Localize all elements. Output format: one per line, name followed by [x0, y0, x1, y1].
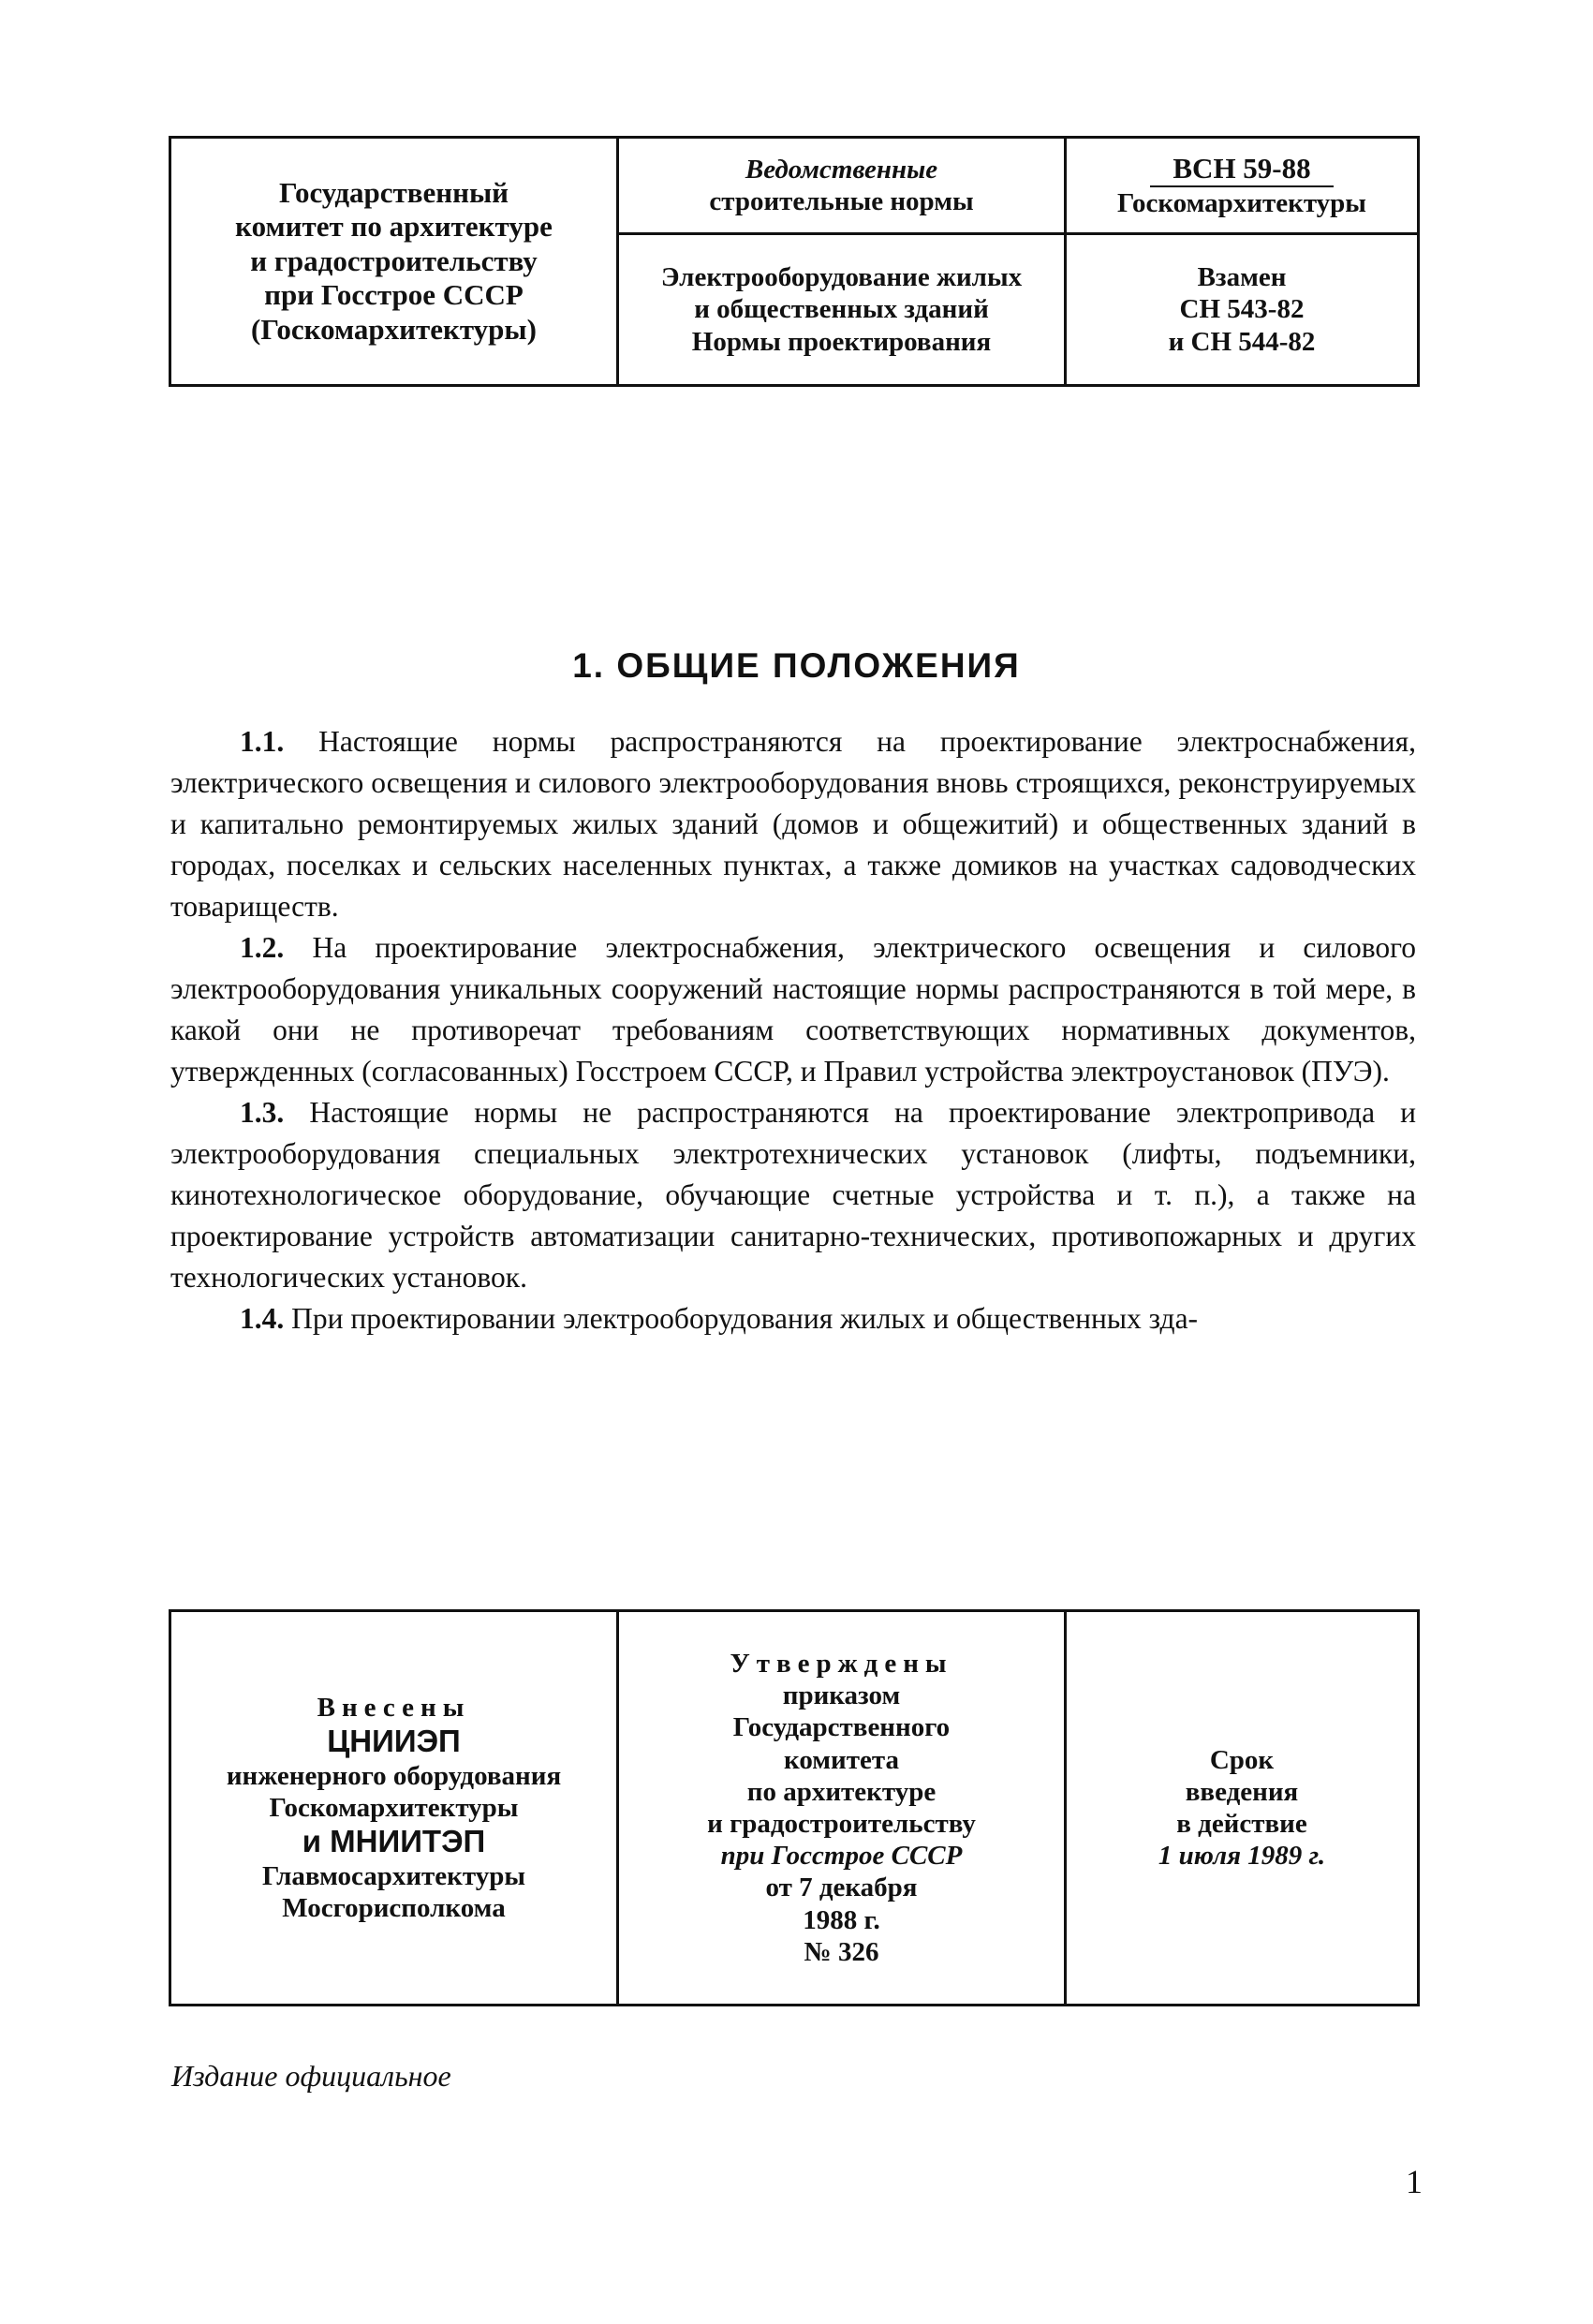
paragraph-number: 1.3.	[240, 1096, 285, 1129]
paragraph	[170, 927, 1416, 1092]
approved-line: комитета	[784, 1744, 899, 1775]
doc-title-cell	[618, 234, 1066, 386]
committee-line: комитет по архитектуре	[235, 210, 553, 244]
paragraph-number: 1.2.	[240, 931, 285, 964]
edition-note: Издание официальное	[171, 2059, 451, 2093]
effective-date: 1 июля 1989 г.	[1158, 1841, 1326, 1872]
approved-line: приказом	[782, 1680, 901, 1711]
section-title: 1. ОБЩИЕ ПОЛОЖЕНИЯ	[572, 646, 1021, 685]
paragraph-text: На проектирование электроснабжения, электрического освещения и силового электрооборудования уникальных сооружений настоящие нормы распространяются в той мере, в какой они не противоречат требованиям соответствующих нормативных документов, утвержденных (согласованных) Госстроем СССР, и Правил устройства электроустановок (ПУЭ).	[170, 931, 1417, 1088]
body-text	[170, 721, 1416, 1340]
replaces-line: Взамен	[1197, 262, 1287, 293]
doc-type-line: Ведомственные	[745, 154, 938, 185]
paragraph	[170, 1298, 1416, 1340]
submitted-org1-desc: Госкомархитектуры	[269, 1792, 519, 1823]
paragraph-text: Настоящие нормы распространяются на проектирование электроснабжения, электрического освещения и силового электрооборудования вновь строящихся, реконструируемых и капитально ремонтируемых жилых зданий (домов и общежитий) и общественных зданий в городах, поселках и сельских населенных пунктах, а также домиков на участках садоводческих товариществ.	[170, 725, 1417, 923]
code-cell	[1066, 138, 1419, 234]
header-table	[169, 136, 1420, 387]
approved-gos: при Госстрое СССР	[720, 1841, 963, 1872]
paragraph	[170, 721, 1416, 927]
committee-line: Государственный	[278, 175, 509, 209]
approved-number: № 326	[804, 1936, 879, 1967]
paragraph-number: 1.1.	[240, 725, 285, 758]
doc-code: ВСН 59-88	[1150, 152, 1333, 188]
committee-line: при Госстрое СССР	[264, 278, 524, 312]
submitted-org2: и МНИИТЭП	[302, 1824, 486, 1859]
doc-type-cell	[618, 138, 1066, 234]
footer-table	[169, 1609, 1420, 2006]
approved-label: Утверждены	[730, 1648, 953, 1679]
replaces-cell	[1066, 234, 1419, 386]
approved-date: от 7 декабря	[765, 1873, 918, 1903]
submitted-org2-desc: Мосгорисполкома	[282, 1893, 506, 1924]
submitted-org1: ЦНИИЭП	[327, 1723, 461, 1758]
doc-type-line: строительные нормы	[709, 186, 974, 216]
doc-code-org: Госкомархитектуры	[1117, 188, 1366, 219]
approved-line: и градостроительству	[707, 1809, 976, 1839]
approved-cell	[618, 1611, 1066, 2006]
paragraph-number: 1.4.	[240, 1302, 285, 1335]
approved-date: 1988 г.	[803, 1904, 880, 1935]
submitted-org2-desc: Главмосархитектуры	[261, 1861, 525, 1892]
effective-line: Срок	[1209, 1744, 1275, 1775]
committee-line: (Госкомархитектуры)	[251, 312, 537, 346]
doc-title-line: и общественных зданий	[694, 294, 989, 325]
replaces-line: и СН 544-82	[1168, 326, 1316, 357]
submitted-label: Внесены	[317, 1692, 471, 1723]
effective-line: в действие	[1176, 1809, 1307, 1839]
paragraph	[170, 1092, 1416, 1298]
paragraph-text: Настоящие нормы не распространяются на проектирование электропривода и электрооборудования специальных электротехнических установок (лифты, подъемники, кинотехнологическое оборудование, обучающие счетные устройства и т. п.), а также на проектирование устройств автоматизации санитарно-технических, противопожарных и других технологических установок.	[170, 1096, 1416, 1294]
committee-cell	[170, 138, 618, 386]
page-number: 1	[1406, 2163, 1423, 2200]
approved-line: по архитектуре	[746, 1776, 937, 1807]
effective-cell	[1066, 1611, 1419, 2006]
effective-line: введения	[1185, 1776, 1299, 1807]
doc-title-line: Электрооборудование жилых	[660, 262, 1023, 293]
paragraph-text: При проектировании электрооборудования жилых и общественных зда-	[291, 1302, 1199, 1335]
approved-line: Государственного	[732, 1712, 951, 1743]
submitted-cell	[170, 1611, 618, 2006]
committee-line: и градостроительству	[250, 244, 538, 277]
submitted-org1-desc: инженерного оборудования	[226, 1760, 562, 1791]
doc-title-line: Нормы проектирования	[691, 326, 992, 357]
replaces-line: СН 543-82	[1179, 294, 1305, 325]
